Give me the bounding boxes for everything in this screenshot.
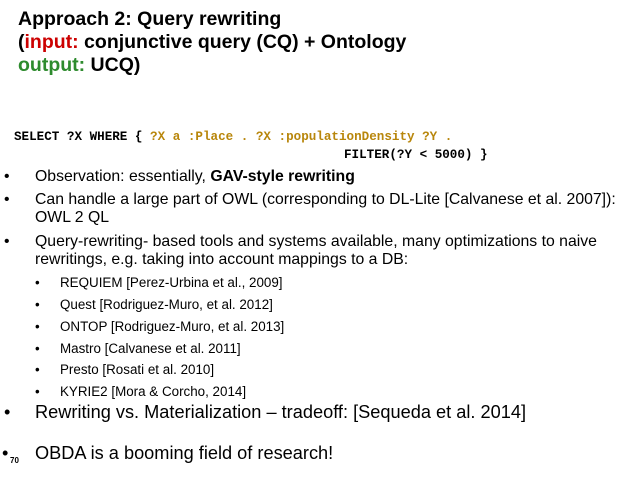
query-line-2: FILTER(?Y < 5000) }: [344, 148, 488, 162]
output-label: output:: [18, 54, 86, 76]
title-line-3: [18, 54, 406, 77]
bullet-text: Can handle a large part of OWL (corresponding to DL-Lite [Calvanese et al. 2007]): OWL 2 QL: [35, 191, 616, 226]
bullet-marker: •: [35, 297, 40, 312]
sub-bullet-text: REQUIEM [Perez-Urbina et al., 2009]: [60, 275, 283, 290]
bullet-tools: [0, 233, 638, 273]
bullet-owl: [0, 191, 638, 231]
bullet-marker: •: [35, 384, 40, 399]
bullet-marker: •: [35, 341, 40, 356]
bullet-marker: •: [4, 168, 10, 185]
title-line-2: [18, 31, 406, 54]
slide-title: [18, 8, 406, 77]
sub-bullet-text: ONTOP [Rodriguez-Muro, et al. 2013]: [60, 319, 285, 334]
bullet-marker: •: [35, 275, 40, 290]
bullet-text: OBDA is a booming field of research!: [35, 443, 334, 463]
sub-bullet-text: KYRIE2 [Mora & Corcho, 2014]: [60, 384, 247, 399]
bullet-marker: •: [4, 233, 10, 250]
observation-text: Observation: essentially,: [35, 168, 211, 185]
query-select: SELECT ?X WHERE {: [14, 130, 151, 144]
gav-style-rewriting: GAV-style rewriting: [210, 168, 355, 185]
input-description: conjunctive query (CQ) + Ontology: [78, 31, 407, 53]
bullet-text: Rewriting vs. Materialization – tradeoff: [Sequeda et al. 2014]: [35, 402, 527, 422]
sparql-query: [14, 128, 574, 164]
title-line-1: Approach 2: Query rewriting: [18, 8, 282, 30]
sub-bullet-text: Quest [Rodriguez-Muro, et al. 2012]: [60, 297, 273, 312]
bullet-marker: •: [4, 402, 11, 422]
bullet-marker: •: [4, 191, 10, 208]
bullet-marker: •: [35, 362, 40, 377]
bullet-obda: [0, 443, 638, 467]
bullet-text: Query-rewriting- based tools and systems available, many optimizations to naive rewritings, e.g. taking into account mappings to a DB:: [35, 233, 597, 268]
title-paren: (: [18, 31, 25, 53]
slide-number: 70: [10, 456, 19, 465]
bullet-observation: [0, 168, 638, 188]
sub-bullet-text: Presto [Rosati et al. 2010]: [60, 362, 215, 377]
bullet-text: [35, 168, 630, 186]
bullet-marker: •: [2, 443, 9, 463]
sub-bullet-text: Mastro [Calvanese et al. 2011]: [60, 341, 241, 356]
input-label: input:: [24, 31, 79, 53]
bullet-marker: •: [35, 319, 40, 334]
query-line-1: [14, 128, 574, 146]
output-description: UCQ): [85, 54, 141, 76]
query-pattern: ?X a :Place . ?X :populationDensity ?Y .: [150, 130, 453, 144]
bullet-rewriting-vs-materialization: [0, 402, 638, 426]
